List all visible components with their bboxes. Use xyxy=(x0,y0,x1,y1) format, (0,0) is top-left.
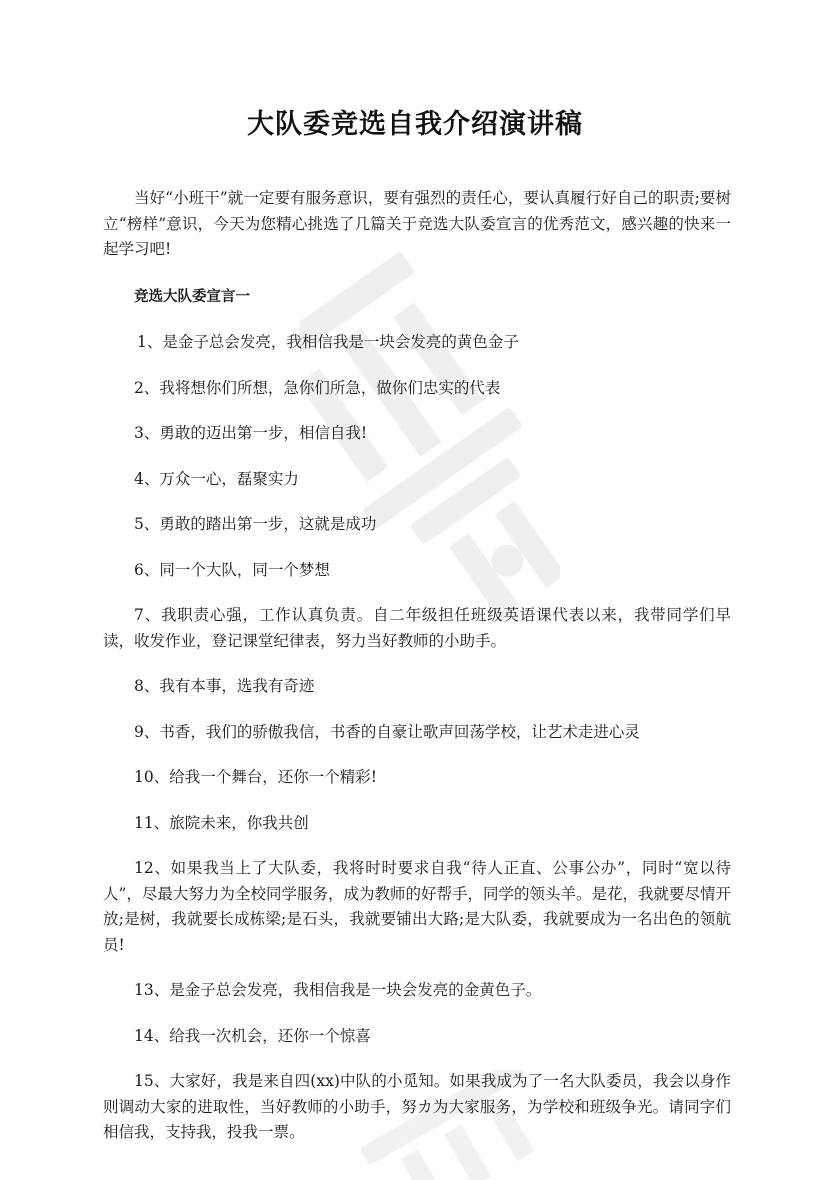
document-title: 大队委竞选自我介绍演讲稿 xyxy=(247,109,583,140)
list-item: 8、我有本事，选我有奇迹 xyxy=(134,677,315,695)
list-item: 15、大家好，我是来自四(xx)中队的小觅知。如果我成为了一名大队委员，我会以身作则调动大家的进取性，当好教师的小助手，努カ为大家服务，为学校和班级争光。请同字们相信我，支持我，投我一票。 xyxy=(103,1072,731,1141)
list-item: 14、给我一次机会，还你一个惊喜 xyxy=(134,1026,371,1045)
list-item: 9、书香，我们的骄傲我信，书香的自豪让歌声回荡学校，让艺术走进心灵 xyxy=(134,722,640,741)
list-item: 6、同一个大队，同一个梦想 xyxy=(134,560,330,579)
list-item: 4、万众一心，磊聚实力 xyxy=(134,469,299,488)
list-item: 12、如果我当上了大队委，我将时时要求自我“待人正直、公事公办”，同时“宽以待人”，尽最大努力为全校同学服务，成为教师的好帮手，同学的领头羊。是花，我就要尽情开放;是树，我就要长成栋梁;是石头，我就要铺出大路;是大队委，我就要成为一名出色的领航员! xyxy=(103,859,731,954)
list-item: 2、我将想你们所想，急你们所急，做你们忠实的代表 xyxy=(134,378,501,397)
section-heading: 竞选大队委宣言一 xyxy=(134,288,250,305)
intro-paragraph: 当好“小班干”就一定要有服务意识，要有强烈的责任心，要认真履行好自己的职责;要树立“榜样”意识，今天为您精心挑选了几篇关于竞选大队委宣言的优秀范文，感兴趣的快来一起学习吧! xyxy=(103,189,731,258)
list-item: 7、我职责心强，工作认真负责。自二年级担任班级英语课代表以来，我带同学们早读，收发作业，登记课堂纪律表，努力当好教师的小助手。 xyxy=(103,606,731,650)
list-item: 11、旅院未来，你我共创 xyxy=(134,813,309,832)
list-item: 1、是金子总会发亮，我相信我是一块会发亮的黄色金子 xyxy=(137,333,519,351)
list-item: 13、是金子总会发亮，我相信我是一块会发亮的金黄色子。 xyxy=(134,981,542,999)
document-body xyxy=(103,186,731,1166)
list-item: 5、勇敢的踏出第一步，这就是成功 xyxy=(134,515,377,533)
list-item: 3、勇敢的迈出第一步，相信自我! xyxy=(134,424,368,442)
list-item: 10、给我一个舞台，还你一个精彩! xyxy=(134,768,377,786)
